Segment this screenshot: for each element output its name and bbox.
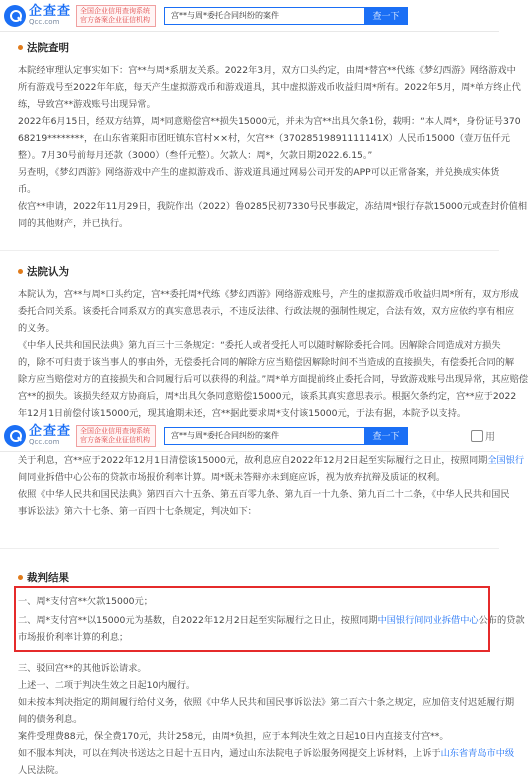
judgment-panel-top [0,32,528,420]
section-title-facts: 法院查明 [18,40,69,55]
text-line: 事诉讼法》第六十七条、第一百四十七条规定，判决如下： [18,506,257,517]
text-line: 2022年6月15日，经双方结算，周*同意赔偿宫**损失15000元，并未为宫**出具欠条1份，载明：“本人周*，身份证号370 [18,116,521,127]
text-line: 间的债务利息。 [18,714,83,725]
logo-domain: Qcc.com [29,18,60,26]
search-bar [164,7,408,25]
text-line: 的义务。 [18,323,55,334]
highlight-box [14,586,525,652]
bullet-dot-icon [18,45,23,50]
facts-paragraph [18,62,528,232]
logo-name: 企查查 [29,424,72,439]
divider [0,250,499,251]
text-line: 关于利息，宫**应于2022年12月1日清偿该15000元，故利息应自2022年12月2日起至实际履行之日止，按照同期全国银行 [18,455,525,466]
search-button[interactable]: 查一下 [364,7,408,25]
inline-link[interactable]: 山东省青岛市中级 [440,748,515,759]
logo-domain: Qcc.com [29,438,60,446]
reasoning-paragraph [18,286,528,422]
text-line: 依照《中华人民共和国民法典》第四百六十五条、第五百零九条、第九百一十九条、第九百二十二条，《中华人民共和国民 [18,489,510,500]
certification-badge: 全国企业信用查询系统官方备案企业征信机构 [76,5,156,27]
text-line: 所有游戏号至2022年年底，每天产生虚拟游戏币和游戏道具，其中虚拟游戏币收益归周*所有。2022年5月，周*单方终止代 [18,82,521,93]
logo[interactable] [4,425,71,447]
text-line: 同的其他财产，并已执行。 [18,218,129,229]
logo-icon [4,425,26,447]
verdict-item-2: 二、周*支付宫**以15000元为基数，自2022年12月2日起至实际履行之日止，按照同期中国银行间同业拆借中心公布的贷款 [18,615,525,626]
search-button[interactable]: 查一下 [364,427,408,445]
text-line: 本院认为，宫**与周*口头约定，宫**委托周*代练《梦幻西游》网络游戏账号，产生的虚拟游戏币收益归周*所有，双方形成 [18,289,519,300]
text-line: 68219********，在山东省莱阳市团旺镇东官村××村，欠宫**（37028519891111141X）人民币15000（壹万伍仟元 [18,133,510,144]
search-bar [164,427,408,445]
verdict-rest [18,660,515,779]
bullet-dot-icon [18,269,23,274]
text-line: 如不服本判决，可以在判决书送达之日起十五日内，通过山东法院电子诉讼服务网提交上诉材料，上诉于山东省青岛市中级 [18,748,515,759]
text-line: 除方应当赔偿对方的直接损失和合同履行后可以获得的利益。”周*单方面提前终止委托合同，导致游戏账号出现异常，其应赔偿 [18,374,528,385]
text-line: 人民法院。 [18,765,64,776]
verdict-item-2-cont: 市场报价利率计算的利息； [18,632,129,643]
user-menu[interactable]: 用 [471,428,495,443]
top-bar-second [0,420,499,452]
text-line: 本院经审理认定事实如下：宫**与周*系朋友关系。2022年3月，双方口头约定，由周*替宫**代练《梦幻西游》网络游戏中 [18,65,516,76]
text-line: 另查明，《梦幻西游》网络游戏中产生的虚拟游戏币、游戏道具通过网易公司开发的APP可以正常备案，并兑换成实体货 [18,167,500,178]
text-line: 上述一、二项于判决生效之日起10内履行。 [18,680,196,691]
text-line: 币。 [18,184,37,195]
text-line: 宫**的损失。该损失经双方协商后，周*出具欠条同意赔偿15000元，该系其真实意思表示。根据欠条约定，宫**应于2022 [18,391,517,402]
interest-paragraph [18,452,525,520]
search-input[interactable]: 宫**与周*委托合同纠纷的案件 [164,7,364,25]
logo[interactable] [4,5,71,27]
text-line: 三、驳回宫**的其他诉讼请求。 [18,663,147,674]
text-line: 《中华人民共和国民法典》第九百三十三条规定：“委托人或者受托人可以随时解除委托合同。因解除合同造成对方损失 [18,340,501,351]
text-line: 如未按本判决指定的期间履行给付义务，依照《中华人民共和国民事诉讼法》第二百六十条之规定，应加倍支付迟延履行期 [18,697,515,708]
search-input[interactable]: 宫**与周*委托合同纠纷的案件 [164,427,364,445]
bullet-dot-icon [18,575,23,580]
judgment-panel-bottom [0,452,525,776]
logo-name: 企查查 [29,4,72,19]
text-line: 整）。7月30号前每月还款（3000）（叁仟元整）。欠款人：周*，欠款日期2022.6.15。” [18,150,373,161]
logo-icon [4,5,26,27]
section-title-reasoning: 法院认为 [18,264,69,279]
inline-link[interactable]: 全国银行 [487,455,525,466]
certification-badge: 全国企业信用查询系统官方备案企业征信机构 [76,425,156,447]
text-line: 练，导致宫**游戏账号出现异常。 [18,99,156,110]
text-line: 委托合同关系。该委托合同系双方的真实意思表示，不违反法律、行政法规的强制性规定，合法有效，双方应依约享有相应 [18,306,515,317]
text-line: 依宫**申请，2022年11月29日，我院作出（2022）鲁0285民初7330号民事裁定，冻结周*银行存款15000元或查封价值相 [18,201,528,212]
user-icon [471,430,483,442]
interbank-center-link[interactable]: 中国银行间同业拆借中心 [377,615,479,626]
divider [0,548,499,549]
text-line: 的，除不可归责于该当事人的事由外，无偿委托合同的解除方应当赔偿因解除时间不当造成的直接损失，有偿委托合同的解 [18,357,515,368]
top-bar [0,0,499,32]
text-line: 间同业拆借中心公布的贷款市场报价利率计算。周*既未答辩亦未到庭应诉，视为放弃抗辩及质证的权利。 [18,472,446,483]
text-line: 案件受理费88元，保全费170元，共计258元，由周*负担，应于本判决生效之日起10日内直接支付宫**。 [18,731,449,742]
verdict-item-1: 一、周*支付宫**欠款15000元； [18,596,153,607]
section-title-verdict: 裁判结果 [18,570,69,585]
text-line: 年12月1日前偿付该15000元，现其逾期未还，宫**据此要求周*支付该15000元，于法有据，本院予以支持。 [18,408,467,419]
